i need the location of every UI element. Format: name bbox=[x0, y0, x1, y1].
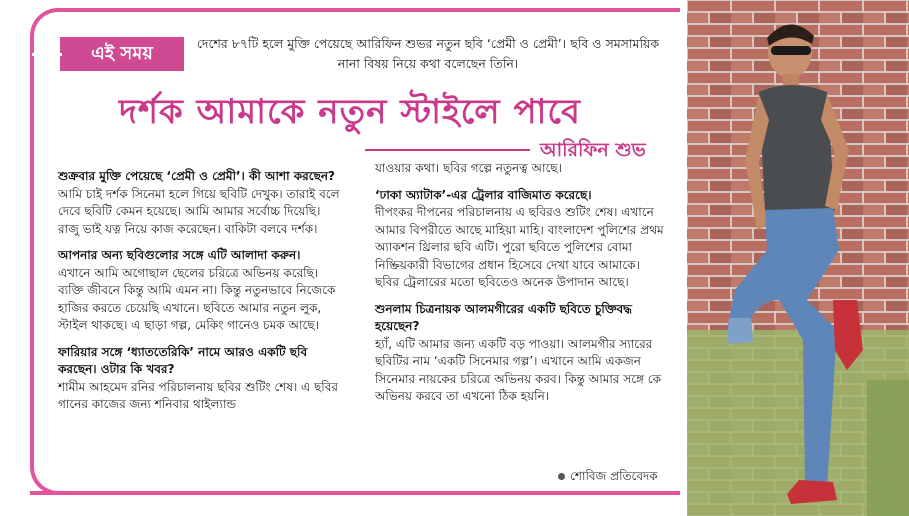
question: ফারিয়ার সঙ্গে ‘ধ্যাততেরিকি’ নামে আরও একটি ছবি করছেন। ওটার কি খবর? bbox=[58, 344, 308, 376]
qa-block bbox=[58, 344, 343, 414]
answer: শামীম আহমেদ রনির পরিচালনায় ছবির শুটিং শেষ। এ ছবির গানের কাজের জন্য শনিবার থাইল্যান্ড bbox=[58, 379, 338, 411]
portrait-photo bbox=[687, 0, 909, 516]
qa-block bbox=[58, 247, 343, 335]
question: ‘ঢাকা অ্যাটাক’-এর ট্রেলার বাজিমাত করেছে। bbox=[375, 187, 592, 202]
section-tag: এই সময় bbox=[60, 37, 184, 71]
answer: এখানে আমি অগোছাল ছেলের চরিত্রে অভিনয় করেছি। ব্যক্তি জীবনে কিন্তু আমি এমন না। কিন্তু নতুনভাবে নিজেকে হাজির করতে চেয়েছি এখানে। ছবিতে আমার নতুন লুক, স্টাইল থাকছে। এ ছাড়া গল্প, মেকিং গানেও চমক আছে। bbox=[58, 265, 336, 332]
intro-text: দেশের ৮৭টি হলে মুক্তি পেয়েছে আরিফিন শুভর নতুন ছবি ‘প্রেমী ও প্রেমী’। ছবি ও সমসাময়িক নানা বিষয় নিয়ে কথা বলেছেন তিনি। bbox=[196, 36, 660, 71]
answer-continued: যাওয়ার কথা। ছবির গল্পে নতুনত্ব আছে। bbox=[375, 161, 562, 175]
bullet-icon bbox=[558, 473, 565, 480]
question: শুক্রবার মুক্তি পেয়েছে ‘প্রেমী ও প্রেমী’। কী আশা করছেন? bbox=[58, 169, 336, 183]
question: আপনার অন্য ছবিগুলোর সঙ্গে এটি আলাদা করুন। bbox=[58, 248, 301, 262]
qa-block bbox=[375, 187, 665, 292]
answer: আমি চাই দর্শক সিনেমা হলে গিয়ে ছবিটি দেখুক। তারাই বলে দেবে ছবিটি কেমন হয়েছে। আমি আমার সর্বোচ্চ দিয়েছি। রাজু ভাই যত্ন নিয়ে কাজ করেছেন। বাকিটা বলবে দর্শক। bbox=[58, 186, 340, 236]
byline-rule bbox=[365, 149, 530, 151]
reporter-name: শোবিজ প্রতিবেদক bbox=[570, 469, 658, 483]
frame-top-line bbox=[170, 8, 680, 12]
qa-block bbox=[375, 301, 665, 406]
portrait-photo-illustration bbox=[687, 0, 909, 516]
section-tag-line bbox=[32, 53, 62, 56]
headline: দর্শক আমাকে নতুন স্টাইলে পাবে bbox=[119, 92, 581, 132]
article-column-1 bbox=[58, 168, 343, 423]
qa-block bbox=[58, 168, 343, 238]
article-column-2 bbox=[375, 160, 665, 415]
answer: হ্যাঁ, এটি আমার জন্য একটি বড় পাওয়া। আলমগীর স্যারের ছবিটির নাম ‘একটি সিনেমার গল্প’। এখানে আমি একজন সিনেমার নায়কের চরিত্রে অভিনয় করব। কিন্তু আমার সঙ্গে কে অভিনয় করবে তা এখনো ঠিক হয়নি। bbox=[375, 336, 662, 403]
qa-block bbox=[375, 160, 665, 178]
byline: আরিফিন শুভ bbox=[540, 139, 646, 161]
question: শুনলাম চিত্রনায়ক আলমগীরের একটি ছবিতে চুক্তিবদ্ধ হয়েছেন? bbox=[375, 301, 632, 333]
reporter-credit bbox=[558, 468, 658, 488]
answer: দীপংকর দীপনের পরিচালনায় এ ছবিরও শুটিং শেষ। এখানে আমার বিপরীতে আছে মাহিয়া মাহি। বাংলাদেশ পুলিশের প্রথম অ্যাকশন থ্রিলার ছবি এটি। পুরো ছবিতে পুলিশের বোমা নিষ্ক্রিয়কারী বিভাগের প্রধান হিসেবে দেখা যাবে আমাকে। ছবির ট্রেলারের মতো ছবিতেও অনেক উপাদান আছে। bbox=[375, 205, 664, 289]
frame-bottom-line bbox=[30, 491, 680, 495]
